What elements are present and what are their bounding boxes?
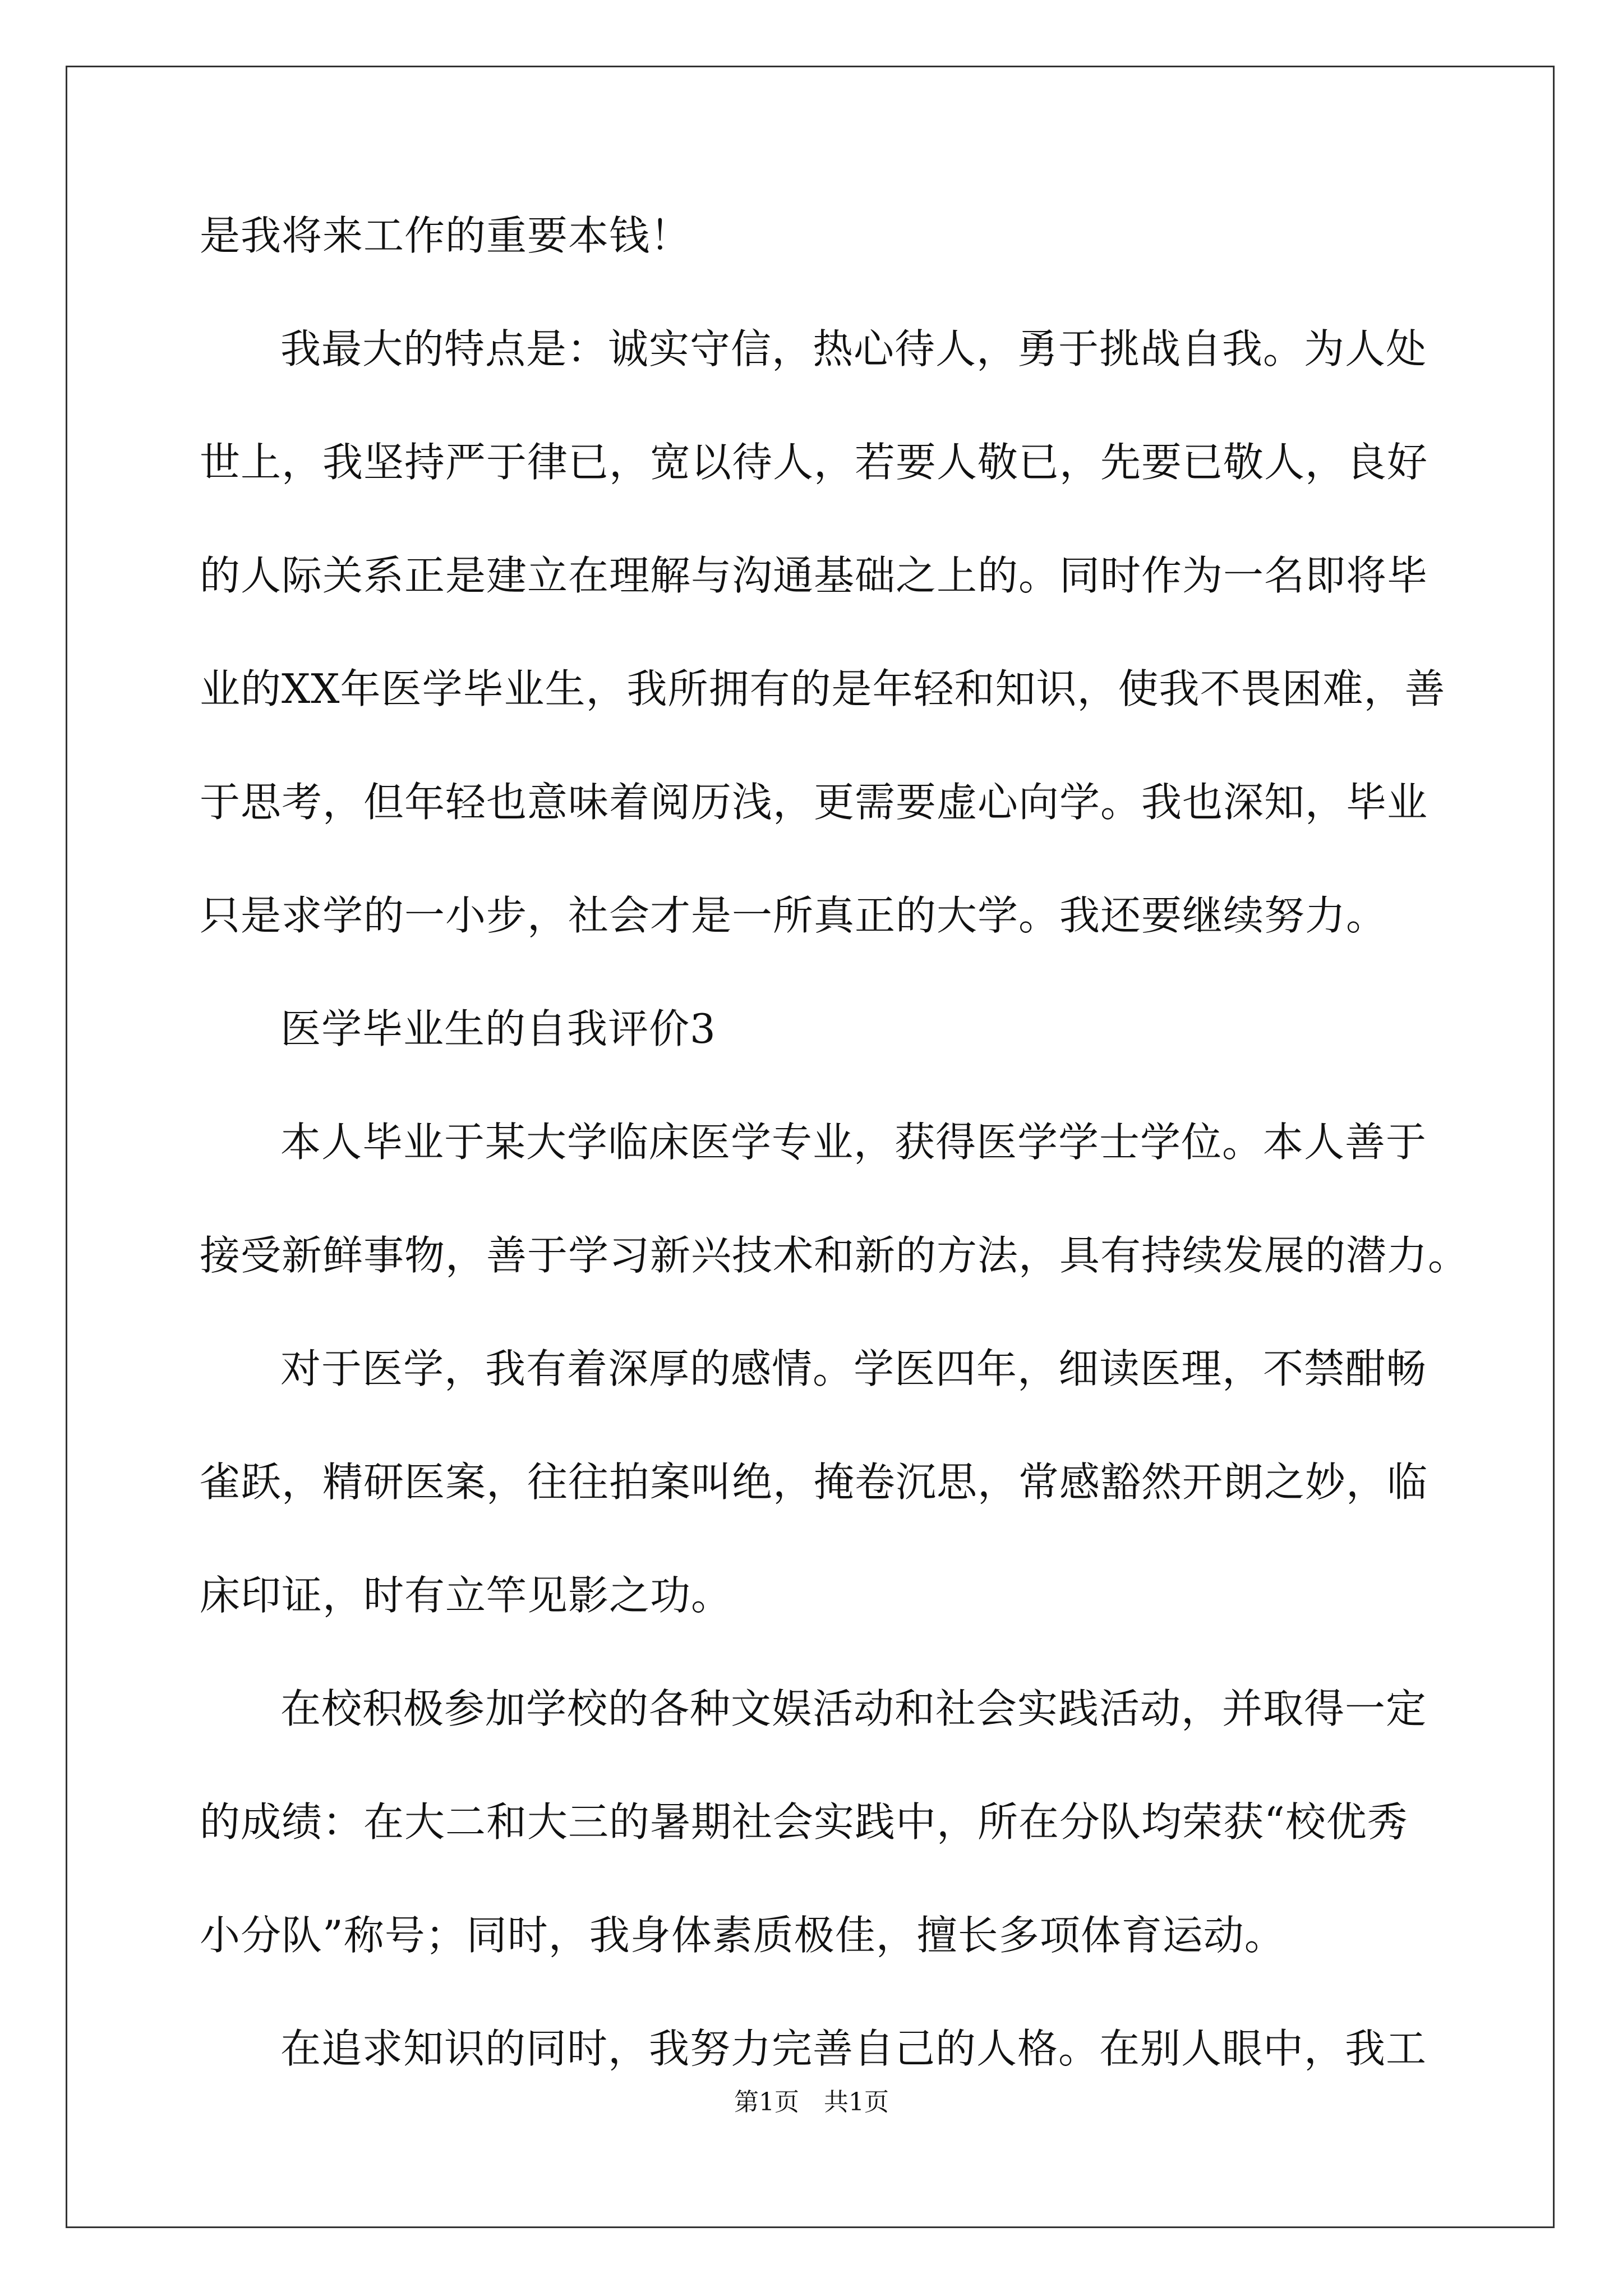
text-line: 是我将来工作的重要本钱！ — [200, 212, 691, 259]
paragraph-start-line: 本人毕业于某大学临床医学专业，获得医学学士学位。本人善于 — [280, 1119, 1427, 1166]
text-line: 接受新鲜事物，善于学习新兴技术和新的方法，具有持续发展的潜力。 — [200, 1232, 1469, 1279]
paragraph-start-line: 我最大的特点是：诚实守信，热心待人，勇于挑战自我。为人处 — [280, 325, 1427, 372]
page-number-footer: 第1页 共1页 — [734, 2088, 889, 2116]
text-line: 于思考，但年轻也意味着阅历浅，更需要虚心向学。我也深知，毕业 — [200, 779, 1428, 826]
paragraph-start-line: 在校积极参加学校的各种文娱活动和社会实践活动，并取得一定 — [280, 1685, 1427, 1732]
paragraph-start-line: 对于医学，我有着深厚的感情。学医四年，细读医理，不禁酣畅 — [280, 1345, 1427, 1392]
text-line: 雀跃，精研医案，往往拍案叫绝，掩卷沉思，常感豁然开朗之妙，临 — [200, 1458, 1428, 1506]
text-line: 业的XX年医学毕业生，我所拥有的是年轻和知识，使我不畏困难，善 — [200, 665, 1446, 712]
text-line: 的人际关系正是建立在理解与沟通基础之上的。同时作为一名即将毕 — [200, 552, 1428, 599]
text-line: 只是求学的一小步，社会才是一所真正的大学。我还要继续努力。 — [200, 892, 1387, 939]
text-line: 小分队”称号；同时，我身体素质极佳，擅长多项体育运动。 — [200, 1912, 1285, 1959]
text-line: 床印证，时有立竿见影之功。 — [200, 1572, 732, 1619]
text-line: 的成绩：在大二和大三的暑期社会实践中，所在分队均荣获“校优秀 — [200, 1798, 1408, 1846]
text-line: 世上，我坚持严于律已，宽以待人，若要人敬已，先要已敬人，良好 — [200, 439, 1428, 486]
section-heading: 医学毕业生的自我评价3 — [280, 1005, 716, 1052]
paragraph-start-line: 在追求知识的同时，我努力完善自己的人格。在别人眼中，我工 — [280, 2025, 1427, 2072]
